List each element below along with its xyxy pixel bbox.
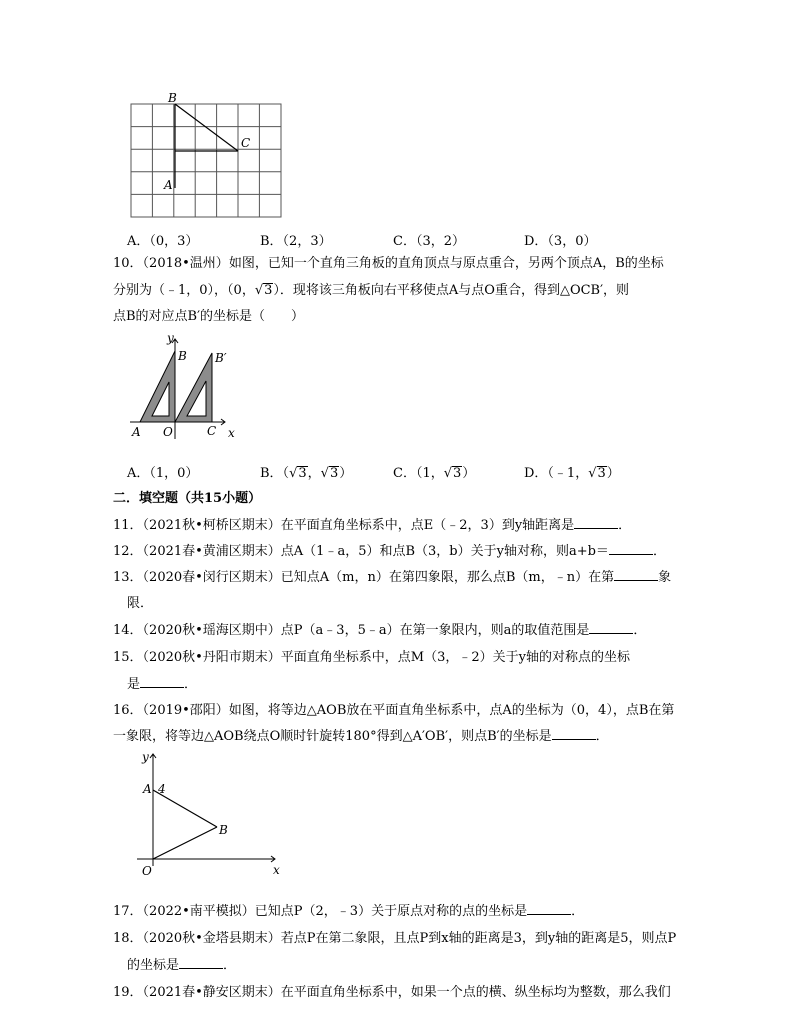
- q16-line-1: 16．（2019•邵阳）如图，将等边△AOB放在平面直角坐标系中，点A的坐标为（0，4），点B在第: [113, 703, 675, 718]
- q10-text-2a: 分别为（﹣1，0），（0，: [113, 283, 255, 298]
- q12-text: 12．（2021春•黄浦区期末）点A（1﹣a，5）和点B（3，b）关于y轴对称，则a+b＝: [113, 544, 609, 559]
- q10-option-b-post: ）: [339, 466, 353, 481]
- label-b-prime: B′: [215, 351, 227, 365]
- q16-line-2: [113, 727, 609, 747]
- q10-line-1: [113, 254, 664, 274]
- q15-answer-blank: [140, 675, 184, 688]
- q13-end: 象: [658, 570, 672, 585]
- q10-option-a: [127, 462, 198, 481]
- q13-text: 13．（2020春•闵行区期末）已知点A（m，n）在第四象限，那么点B（m，﹣n）在第: [113, 570, 615, 585]
- q10-text-2c: ）．现将该三角板向右平移使点A与点O重合，得到△OCB′，则: [273, 283, 630, 298]
- q17-text: 17．（2022•南平模拟）已知点P（2，﹣3）关于原点对称的点的坐标是: [113, 904, 528, 919]
- q16-triangle-figure: [137, 748, 287, 880]
- label-c: C: [241, 136, 251, 150]
- q10-sqrt-value: 3: [264, 283, 273, 298]
- label-x: x: [228, 426, 235, 440]
- label-b: B: [178, 349, 187, 363]
- q14-text: 14．（2020秋•瑶海区期中）点P（a﹣3，5﹣a）在第一象限内，则a的取值范围是: [113, 623, 590, 638]
- q15-line2-text: 是: [127, 677, 141, 692]
- q10-option-b-pre: B．（: [260, 466, 290, 481]
- q9-option-a: A．（0，3）: [127, 234, 199, 249]
- q13: [113, 568, 671, 588]
- label-b: B: [168, 91, 177, 105]
- label-a: A: [143, 782, 152, 796]
- q10-option-d: D．（﹣1，√3）: [524, 466, 620, 481]
- q16-answer-blank: [552, 727, 596, 740]
- q17: [113, 902, 584, 922]
- q9-option-b: B．（2，3）: [260, 234, 332, 249]
- q10-option-c-sqrt: 3: [453, 466, 462, 481]
- label-c: C: [207, 424, 217, 438]
- q11-end: ．: [618, 518, 632, 533]
- q18-line2-text: 的坐标是: [127, 958, 180, 973]
- q10-option-d-post: ）: [606, 466, 620, 481]
- q18-line-2: [127, 956, 236, 976]
- q9-option-d: D．（3，0）: [524, 234, 597, 249]
- q12-end: ．: [652, 544, 666, 559]
- q10-option-b-sqrt-1: 3: [298, 466, 307, 481]
- q16-end: ．: [595, 729, 609, 744]
- q13-line-2: 限．: [127, 596, 154, 611]
- q10-number: 10．: [113, 256, 143, 271]
- q15-line-2: [127, 675, 197, 695]
- q18-end: ．: [223, 958, 237, 973]
- q18-answer-blank: [179, 956, 223, 969]
- grid-lines: [131, 104, 281, 217]
- q12-answer-blank: [609, 542, 653, 555]
- q17-end: ．: [571, 904, 585, 919]
- q14: [113, 621, 646, 641]
- label-b: B: [219, 823, 228, 837]
- triangle-aob: [153, 790, 217, 859]
- q10-line-3: 点B的对应点B′的坐标是（ ）: [113, 309, 305, 324]
- q10-text-1: 如图，已知一个直角三角板的直角顶点与原点重合，另两个顶点A，B的坐标: [228, 256, 664, 271]
- label-a: A: [164, 178, 173, 192]
- label-y: y: [142, 750, 149, 764]
- q15: 15．（2020秋•丹阳市期末）平面直角坐标系中，点M（3，﹣2）关于y轴的对称点的坐标: [113, 650, 630, 665]
- q15-end: ．: [184, 677, 198, 692]
- label-x: x: [273, 863, 280, 877]
- triangle-abc: [175, 104, 238, 188]
- label-4: 4: [158, 782, 166, 796]
- q10-option-b: B．（√3，√3）: [260, 466, 353, 481]
- q16-line2-text: 一象限，将等边△AOB绕点O顺时针旋转180°得到△A′OB′，则点B′的坐标是: [113, 729, 552, 744]
- section-2-title: 二．填空题（共15小题）: [113, 491, 262, 506]
- q10-option-a-text: A．（1，0）: [127, 466, 199, 481]
- label-a: A: [132, 425, 141, 439]
- q14-answer-blank: [589, 621, 633, 634]
- q10-option-c-pre: C．（1，: [393, 466, 444, 481]
- q11-text: 11．（2021秋•柯桥区期末）在平面直角坐标系中，点E（﹣2，3）到y轴距离是: [113, 518, 575, 533]
- triangle-ocb-prime: [175, 353, 212, 422]
- q11: [113, 516, 631, 536]
- q12: [113, 542, 666, 562]
- q13-answer-blank: [614, 568, 658, 581]
- q11-answer-blank: [574, 516, 618, 529]
- q9-option-c: C．（3，2）: [393, 234, 465, 249]
- q14-end: ．: [633, 623, 647, 638]
- q19: 19．（2021春•静安区期末）在平面直角坐标系中，如果一个点的横、纵坐标均为整数，那么我们: [113, 985, 671, 1000]
- label-o: O: [163, 425, 173, 439]
- q10-option-d-sqrt: 3: [597, 466, 606, 481]
- q10-option-b-sqrt-2: 3: [329, 466, 339, 481]
- label-y: y: [167, 333, 174, 345]
- q10-source: （2018•温州）: [142, 256, 229, 271]
- q10-line-2: 分别为（﹣1，0），（0，√3）．现将该三角板向右平移使点A与点O重合，得到△OCB′，则: [113, 283, 630, 298]
- label-o: O: [142, 864, 152, 878]
- q10-option-c-post: ）: [462, 466, 476, 481]
- q17-answer-blank: [527, 902, 571, 915]
- q9-grid-figure: [120, 88, 290, 223]
- q18: 18．（2020秋•金塔县期末）若点P在第二象限，且点P到x轴的距离是3，到y轴的距离是5，则点P: [113, 931, 677, 946]
- q10-option-d-pre: D．（﹣1，: [524, 466, 589, 481]
- q10-option-c: C．（1，√3）: [393, 466, 476, 481]
- triangle-aob: [140, 351, 175, 422]
- q10-triangle-figure: [125, 333, 240, 445]
- axes: [137, 754, 275, 866]
- q10-option-b-mid: ，: [307, 466, 321, 481]
